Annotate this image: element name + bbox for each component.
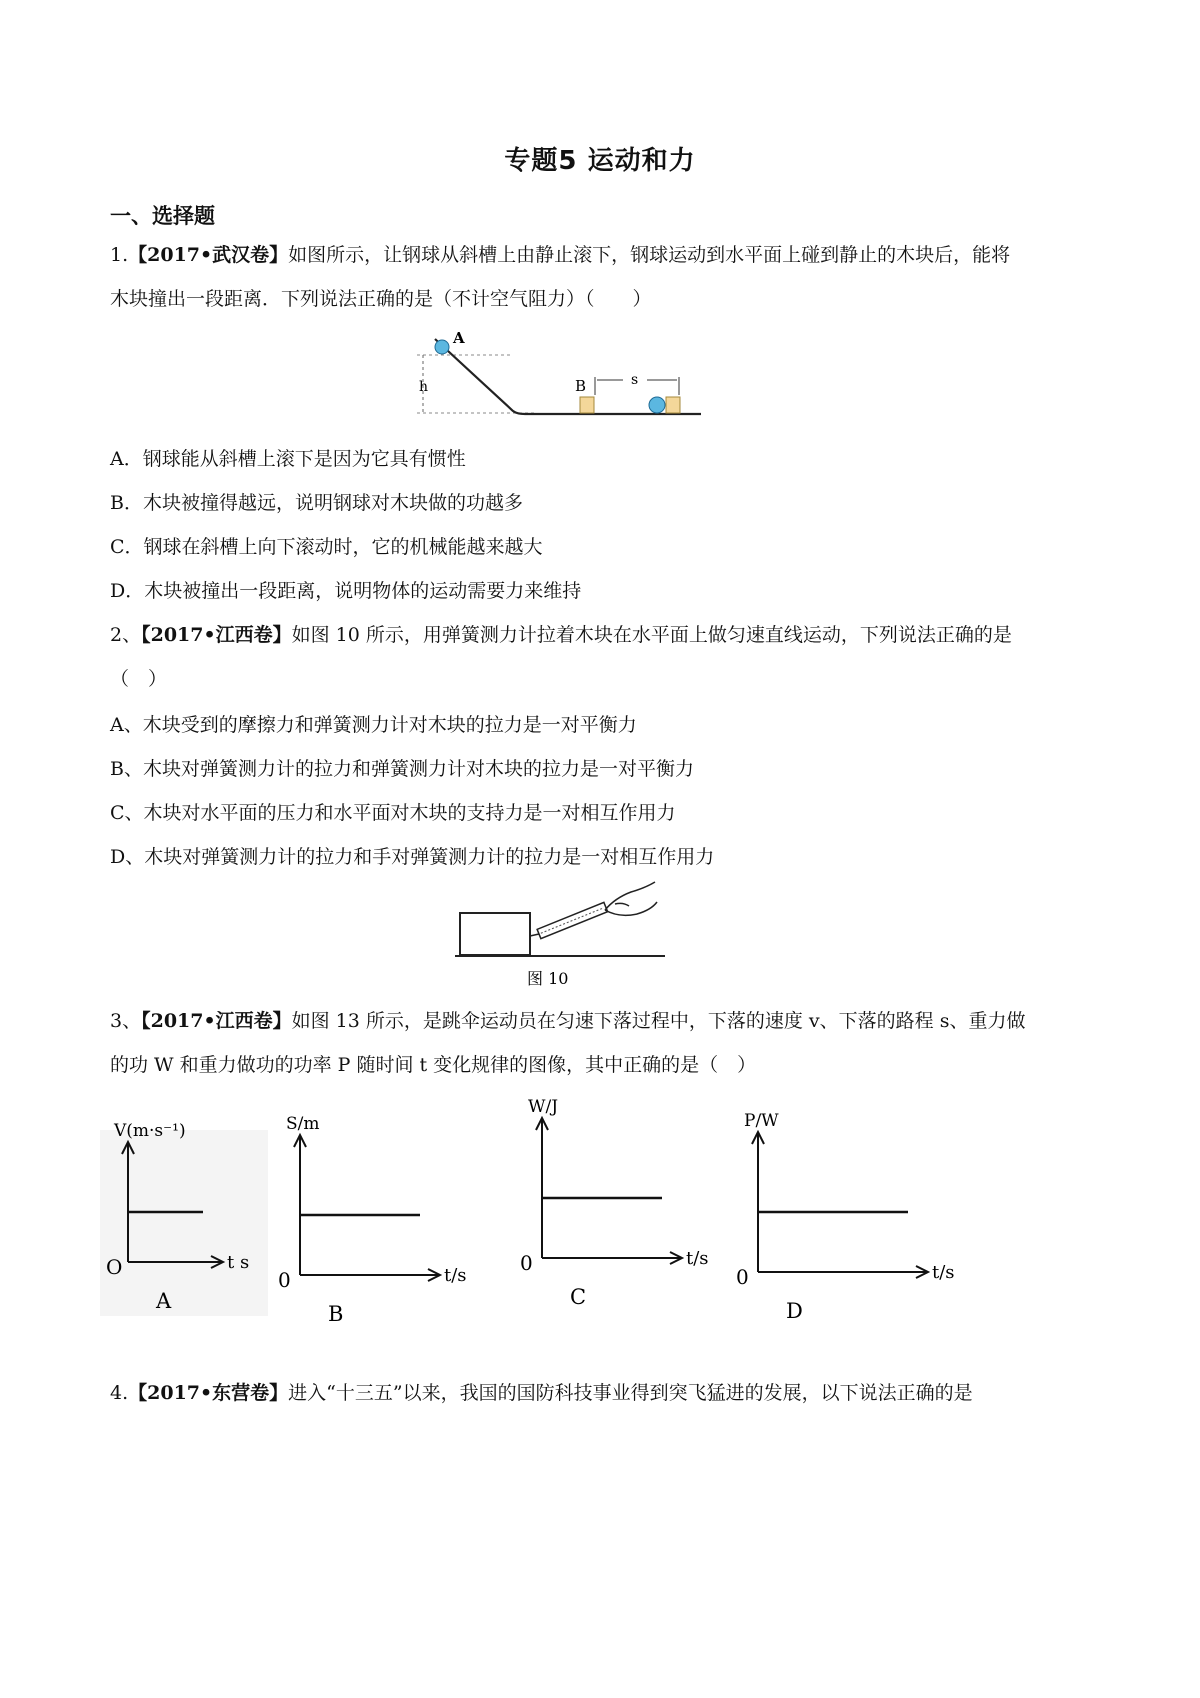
- label-h: h: [419, 379, 429, 395]
- label-b: B: [575, 377, 587, 395]
- q1-text-2: 木块撞出一段距离．下列说法正确的是（不计空气阻力）（ ）: [110, 288, 652, 310]
- block-end: [666, 397, 680, 413]
- graph-b-ylabel: S/m: [286, 1114, 320, 1134]
- q1-option-d: D．木块被撞出一段距离，说明物体的运动需要力来维持: [110, 580, 582, 602]
- spring-scale: [537, 902, 608, 938]
- q3-line1: [110, 1006, 1025, 1033]
- q3-text-1: 如图 13 所示，是跳伞运动员在匀速下落过程中，下落的速度 v、下落的路程 s、重力做: [291, 1010, 1026, 1032]
- hand: [605, 882, 657, 915]
- q2-number: 2、: [110, 624, 142, 646]
- page-title: 专题5 运动和力: [504, 146, 696, 176]
- graph-a-caption: A: [156, 1289, 172, 1313]
- q3-charts-svg: [100, 1090, 960, 1330]
- q2-text-1: 如图 10 所示，用弹簧测力计拉着木块在水平面上做匀速直线运动，下列说法正确的是: [291, 624, 1012, 646]
- q3-source: 【2017•江西卷】: [141, 1010, 292, 1032]
- graph-c-xlabel: t/s: [686, 1248, 709, 1269]
- q3-text-2: 的功 W 和重力做功的功率 P 随时间 t 变化规律的图像，其中正确的是（ ）: [110, 1054, 757, 1076]
- q4-source: 【2017•东营卷】: [128, 1382, 289, 1404]
- q4-text-1: 进入“十三五”以来，我国的国防科技事业得到突飞猛进的发展，以下说法正确的是: [288, 1382, 973, 1404]
- block-b: [580, 397, 594, 413]
- q2-option-d: D、木块对弹簧测力计的拉力和手对弹簧测力计的拉力是一对相互作用力: [110, 846, 715, 868]
- q1-text-1: 如图所示，让钢球从斜槽上由静止滚下，钢球运动到水平面上碰到静止的木块后，能将: [288, 244, 1011, 266]
- spring-hook: [530, 934, 539, 936]
- graph-b-xlabel: t/s: [444, 1265, 467, 1286]
- q4-number: 4.: [110, 1382, 129, 1404]
- q1-option-a: A．钢球能从斜槽上滚下是因为它具有惯性: [110, 448, 466, 470]
- label-a: A: [453, 329, 465, 347]
- q3-number: 3、: [110, 1010, 142, 1032]
- q1-source: 【2017•武汉卷】: [128, 244, 289, 266]
- label-s: s: [631, 372, 639, 388]
- q2-text-2: （ ）: [110, 668, 168, 690]
- q2-option-b: B、木块对弹簧测力计的拉力和弹簧测力计对木块的拉力是一对平衡力: [110, 758, 694, 780]
- graph-b-caption: B: [328, 1302, 344, 1326]
- graph-d-ylabel: P/W: [744, 1111, 779, 1131]
- q2-line1: [110, 620, 1012, 647]
- ball-a: [435, 340, 449, 354]
- q2-spring-figure: [455, 880, 675, 990]
- q4-line1: [110, 1378, 973, 1405]
- graph-c-ylabel: W/J: [528, 1097, 559, 1117]
- graph-c-origin: 0: [520, 1251, 533, 1275]
- graph-d-xlabel: t/s: [932, 1262, 955, 1283]
- graph-a-background: [100, 1130, 268, 1316]
- q2-option-a: A、木块受到的摩擦力和弹簧测力计对木块的拉力是一对平衡力: [110, 714, 637, 736]
- q1-number: 1.: [110, 244, 129, 266]
- graph-b-origin: 0: [278, 1268, 291, 1292]
- q1-line1: [110, 240, 1010, 267]
- q2-source: 【2017•江西卷】: [141, 624, 292, 646]
- graph-d-origin: 0: [736, 1265, 749, 1289]
- graph-a-ylabel: V(m·s⁻¹): [114, 1121, 186, 1141]
- q1-option-c: C．钢球在斜槽上向下滚动时，它的机械能越来越大: [110, 536, 543, 558]
- wood-block: [460, 913, 530, 955]
- fig10-caption: 图 10: [527, 969, 569, 988]
- graph-d-caption: D: [786, 1299, 803, 1323]
- q1-option-b: B．木块被撞得越远，说明钢球对木块做的功越多: [110, 492, 523, 514]
- graph-a-origin: O: [106, 1255, 123, 1279]
- section-heading: 一、选择题: [110, 204, 215, 228]
- q1-ramp-figure: [405, 325, 705, 425]
- ball-end: [649, 397, 665, 413]
- graph-c-caption: C: [570, 1285, 587, 1309]
- q3-graphs: [100, 1090, 960, 1330]
- graph-a-xlabel: t s: [227, 1252, 250, 1273]
- q2-option-c: C、木块对水平面的压力和水平面对木块的支持力是一对相互作用力: [110, 802, 676, 824]
